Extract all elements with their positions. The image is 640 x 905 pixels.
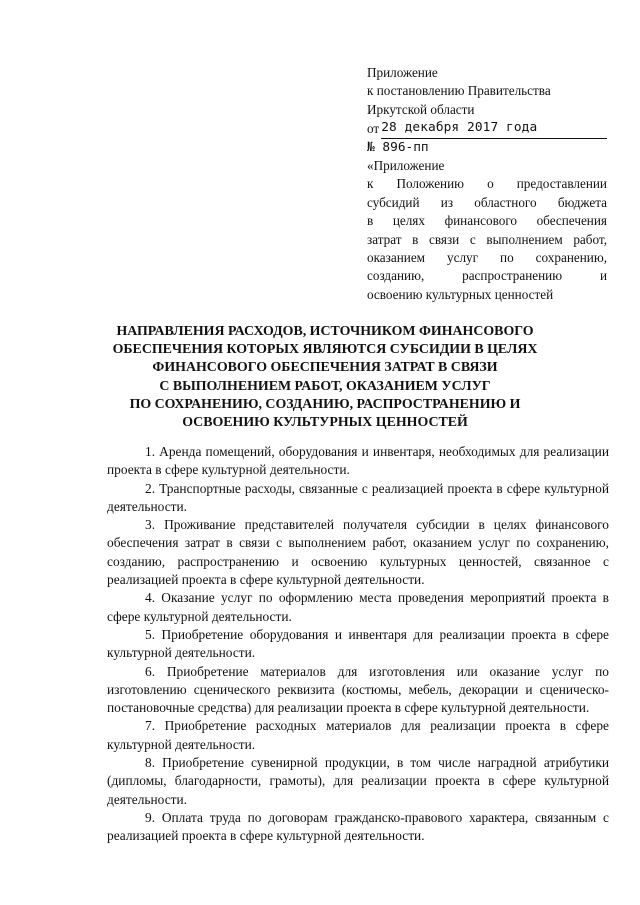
title-line: С ВЫПОЛНЕНИЕМ РАБОТ, ОКАЗАНИЕМ УСЛУГ bbox=[159, 378, 491, 394]
inner-appendix-label: «Приложение bbox=[367, 158, 445, 174]
list-item: 8. Приобретение сувенирной продукции, в том числе наградной атрибутики (дипломы, благодарности, грамоты), для реализации проекта в сфере культурной деятельности. bbox=[107, 755, 609, 807]
appendix-header bbox=[367, 64, 607, 304]
document-title bbox=[86, 323, 564, 432]
list-item: 4. Оказание услуг по оформлению места проведения мероприятий проекта в сфере культурной деятельности. bbox=[107, 590, 609, 624]
title-line: ПО СОХРАНЕНИЮ, СОЗДАНИЮ, РАСПРОСТРАНЕНИЮ И bbox=[129, 396, 521, 412]
resolution-date-row bbox=[367, 119, 607, 138]
list-item: 7. Приобретение расходных материалов для реализации проекта в сфере культурной деятельности. bbox=[107, 718, 609, 752]
regulation-reference-line: освоению культурных ценностей bbox=[367, 286, 554, 302]
list-item: 2. Транспортные расходы, связанные с реализацией проекта в сфере культурной деятельности. bbox=[107, 480, 609, 514]
title-line: НАПРАВЛЕНИЯ РАСХОДОВ, ИСТОЧНИКОМ ФИНАНСОВОГО bbox=[116, 324, 534, 339]
list-item: 6. Приобретение материалов для изготовления или оказание услуг по изготовлению сценического реквизита (костюмы, мебель, декорации и сценическо-постановочные средства) для реализации проекта в сфере культурной деятельности. bbox=[107, 663, 609, 716]
region-name: Иркутской области bbox=[367, 101, 475, 117]
list-item: 3. Проживание представителей получателя субсидии в целях финансового обеспечения затрат в связи с выполнением работ, оказанием услуг по сохранению, созданию, распространению и освоению культурных ценностей, связанное с реализацией проекта в сфере культурной деятельности. bbox=[107, 517, 609, 588]
title-line: ОБЕСПЕЧЕНИЯ КОТОРЫХ ЯВЛЯЮТСЯ СУБСИДИИ В ЦЕЛЯХ bbox=[112, 342, 538, 358]
regulation-reference-line: субсидий из областного бюджета bbox=[367, 194, 607, 210]
list-item: 9. Оплата труда по договорам гражданско-правового характера, связанным с реализацией проекта в сфере культурной деятельности. bbox=[107, 809, 609, 844]
resolution-reference: к постановлению Правительства bbox=[367, 83, 551, 99]
resolution-number: № 896-пп bbox=[367, 139, 429, 155]
regulation-reference-line: созданию, распространению и bbox=[367, 268, 607, 284]
expense-list bbox=[107, 443, 609, 846]
regulation-reference-line: в целях финансового обеспечения bbox=[367, 213, 607, 229]
appendix-label: Приложение bbox=[367, 65, 438, 80]
title-line: ОСВОЕНИЮ КУЛЬТУРНЫХ ЦЕННОСТЕЙ bbox=[182, 415, 468, 431]
resolution-date: 28 декабря 2017 года bbox=[381, 119, 607, 138]
regulation-reference-line: затрат в связи с выполнением работ, bbox=[367, 231, 607, 247]
date-prefix: от bbox=[367, 121, 380, 137]
regulation-reference-line: оказанием услуг по сохранению, bbox=[367, 250, 607, 266]
list-item: 1. Аренда помещений, оборудования и инвентаря, необходимых для реализации проекта в сфере культурной деятельности. bbox=[107, 444, 609, 478]
regulation-reference-line: к Положению о предоставлении bbox=[367, 176, 607, 192]
title-line: ФИНАНСОВОГО ОБЕСПЕЧЕНИЯ ЗАТРАТ В СВЯЗИ bbox=[152, 360, 498, 376]
list-item: 5. Приобретение оборудования и инвентаря для реализации проекта в сфере культурной деятельности. bbox=[107, 626, 609, 661]
